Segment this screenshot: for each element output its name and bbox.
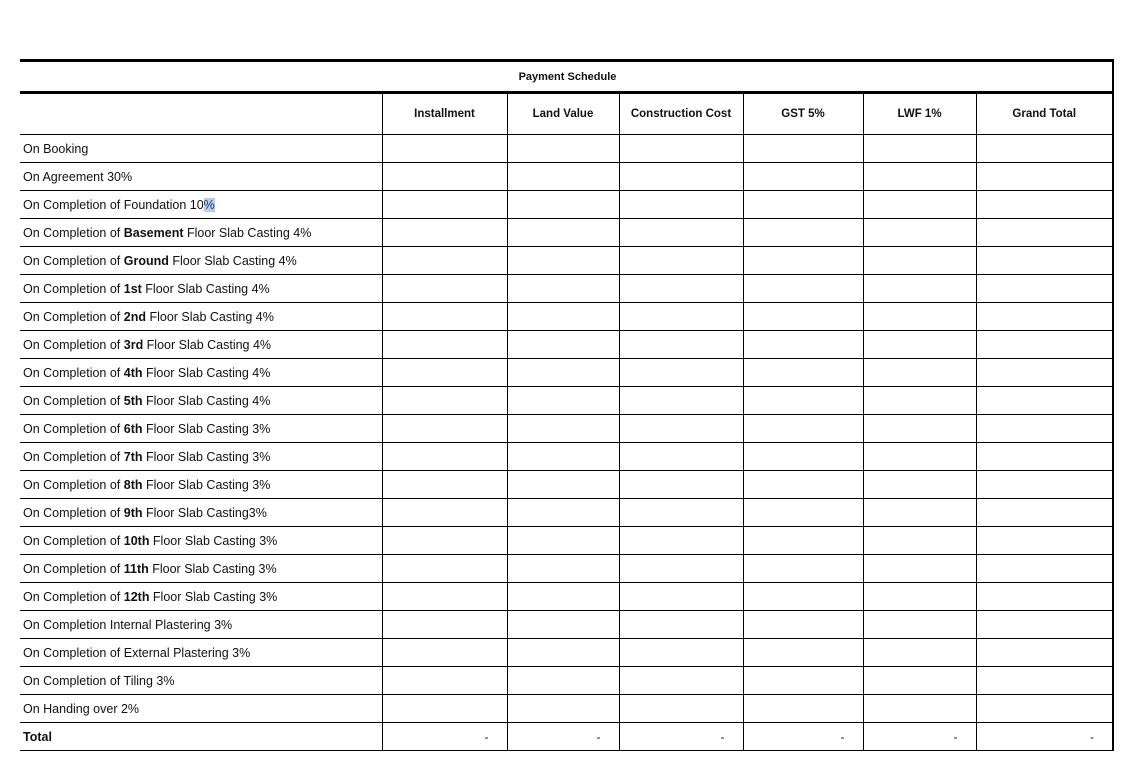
table-cell	[382, 415, 507, 443]
row-label	[20, 695, 382, 723]
row-label-suffix: Floor Slab Casting 3%	[142, 449, 271, 464]
table-cell	[976, 415, 1113, 443]
table-cell	[619, 611, 743, 639]
table-cell	[382, 499, 507, 527]
table-cell	[743, 583, 863, 611]
row-label	[20, 135, 382, 163]
row-label	[20, 611, 382, 639]
table-cell	[619, 219, 743, 247]
table-cell	[507, 275, 619, 303]
table-cell	[743, 611, 863, 639]
row-label-text: On Completion of	[23, 533, 124, 548]
table-cell	[863, 275, 976, 303]
table-cell	[743, 639, 863, 667]
table-cell	[619, 303, 743, 331]
table-cell	[619, 275, 743, 303]
row-label-suffix: Floor Slab Casting 3%	[142, 421, 271, 436]
row-label-text: On Completion of Tiling 3%	[23, 673, 175, 688]
table-cell	[382, 163, 507, 191]
table-cell	[619, 555, 743, 583]
table-cell	[976, 275, 1113, 303]
table-cell	[507, 135, 619, 163]
table-cell	[976, 695, 1113, 723]
row-label-text: On Completion of	[23, 505, 124, 520]
table-row	[20, 303, 1113, 331]
table-cell	[382, 275, 507, 303]
table-cell	[863, 695, 976, 723]
table-cell	[976, 359, 1113, 387]
row-label-suffix: Floor Slab Casting 4%	[145, 309, 274, 324]
total-cell: -	[507, 723, 619, 751]
row-label	[20, 471, 382, 499]
table-cell	[976, 527, 1113, 555]
row-label-text: On Handing over 2%	[23, 701, 140, 716]
table-cell	[382, 555, 507, 583]
table-cell	[976, 219, 1113, 247]
table-cell	[863, 611, 976, 639]
row-label	[20, 359, 382, 387]
table-row	[20, 415, 1113, 443]
row-label	[20, 275, 382, 303]
table-cell	[743, 163, 863, 191]
table-cell	[382, 303, 507, 331]
table-row	[20, 359, 1113, 387]
table-cell	[507, 583, 619, 611]
table-cell	[976, 583, 1113, 611]
table-cell	[743, 219, 863, 247]
row-label-text: On Completion of	[23, 281, 124, 296]
payment-schedule-table	[20, 59, 1114, 751]
row-label-text: On Completion of	[23, 225, 124, 240]
table-cell	[507, 331, 619, 359]
table-row	[20, 331, 1113, 359]
row-label	[20, 555, 382, 583]
table-cell	[382, 359, 507, 387]
table-cell	[976, 331, 1113, 359]
table-cell	[976, 247, 1113, 275]
table-cell	[382, 583, 507, 611]
table-cell	[382, 247, 507, 275]
table-row	[20, 443, 1113, 471]
col-grand-total: Grand Total	[976, 93, 1113, 135]
table-cell	[507, 247, 619, 275]
table-cell	[863, 191, 976, 219]
table-cell	[743, 359, 863, 387]
table-cell	[863, 303, 976, 331]
title-row	[20, 61, 1113, 93]
table-cell	[863, 499, 976, 527]
table-cell	[619, 135, 743, 163]
row-label-suffix: Floor Slab Casting3%	[142, 505, 267, 520]
table-cell	[507, 555, 619, 583]
table-cell	[507, 359, 619, 387]
row-label-floor: 10th	[123, 533, 150, 548]
table-cell	[743, 695, 863, 723]
table-cell	[619, 247, 743, 275]
row-label-floor: 5th	[123, 393, 143, 408]
table-cell	[619, 443, 743, 471]
row-label	[20, 415, 382, 443]
row-label	[20, 163, 382, 191]
row-label-floor: 2nd	[123, 309, 146, 324]
row-label-floor: 6th	[123, 421, 143, 436]
col-construction-cost: Construction Cost	[619, 93, 743, 135]
table-row	[20, 471, 1113, 499]
row-label	[20, 667, 382, 695]
row-label-suffix: Floor Slab Casting 4%	[143, 337, 272, 352]
table-cell	[507, 443, 619, 471]
total-cell: -	[382, 723, 507, 751]
row-label-text: On Completion of	[23, 421, 124, 436]
row-label	[20, 191, 382, 219]
table-cell	[507, 163, 619, 191]
table-cell	[619, 471, 743, 499]
table-cell	[507, 191, 619, 219]
table-cell	[507, 611, 619, 639]
table-cell	[619, 359, 743, 387]
table-cell	[743, 527, 863, 555]
row-label	[20, 387, 382, 415]
table-cell	[976, 191, 1113, 219]
table-cell	[743, 275, 863, 303]
table-cell	[619, 191, 743, 219]
table-cell	[976, 555, 1113, 583]
row-label-suffix: Floor Slab Casting 4%	[168, 253, 297, 268]
table-cell	[619, 499, 743, 527]
table-cell	[863, 219, 976, 247]
table-cell	[863, 359, 976, 387]
row-label-suffix: Floor Slab Casting 3%	[142, 477, 271, 492]
total-cell: -	[619, 723, 743, 751]
table-cell	[382, 135, 507, 163]
table-cell	[863, 527, 976, 555]
table-cell	[619, 331, 743, 359]
row-label-text: On Completion of	[23, 337, 124, 352]
table-cell	[863, 583, 976, 611]
header-row	[20, 93, 1113, 135]
table-cell	[619, 667, 743, 695]
table-row	[20, 135, 1113, 163]
table-cell	[382, 695, 507, 723]
row-label	[20, 331, 382, 359]
table-cell	[619, 527, 743, 555]
total-cell: -	[743, 723, 863, 751]
table-cell	[976, 135, 1113, 163]
table-row	[20, 387, 1113, 415]
table-row	[20, 527, 1113, 555]
table-row	[20, 191, 1113, 219]
table-cell	[507, 639, 619, 667]
table-cell	[619, 387, 743, 415]
row-label-floor: 12th	[123, 589, 150, 604]
table-cell	[743, 191, 863, 219]
table-cell	[382, 471, 507, 499]
row-label-floor: 9th	[123, 505, 143, 520]
col-land-value: Land Value	[507, 93, 619, 135]
row-label	[20, 583, 382, 611]
table-cell	[743, 667, 863, 695]
table-cell	[507, 219, 619, 247]
row-label	[20, 527, 382, 555]
table-cell	[863, 639, 976, 667]
row-label-floor: 11th	[123, 561, 149, 576]
table-cell	[619, 583, 743, 611]
table-cell	[382, 387, 507, 415]
table-cell	[507, 471, 619, 499]
table-cell	[507, 303, 619, 331]
table-cell	[863, 135, 976, 163]
table-cell	[619, 639, 743, 667]
table-cell	[382, 527, 507, 555]
table-cell	[619, 415, 743, 443]
table-cell	[743, 387, 863, 415]
table-cell	[976, 443, 1113, 471]
table-cell	[743, 443, 863, 471]
table-cell	[863, 163, 976, 191]
row-label-floor: 8th	[123, 477, 143, 492]
table-cell	[507, 415, 619, 443]
row-label-text: On Completion of Foundation 10	[23, 197, 204, 212]
row-label-text: On Completion of	[23, 253, 124, 268]
table-cell	[863, 443, 976, 471]
row-label	[20, 443, 382, 471]
table-title: Payment Schedule	[20, 61, 1113, 93]
table-row	[20, 247, 1113, 275]
table-row	[20, 555, 1113, 583]
table-cell	[743, 471, 863, 499]
table-row	[20, 583, 1113, 611]
table-cell	[976, 303, 1113, 331]
table-cell	[743, 303, 863, 331]
row-label-text: On Completion of	[23, 309, 124, 324]
table-cell	[863, 247, 976, 275]
table-cell	[743, 135, 863, 163]
row-label-floor: 3rd	[123, 337, 144, 352]
row-label	[20, 499, 382, 527]
table-cell	[382, 611, 507, 639]
row-label-suffix: Floor Slab Casting 4%	[142, 365, 271, 380]
table-cell	[382, 219, 507, 247]
table-row	[20, 275, 1113, 303]
table-cell	[863, 667, 976, 695]
row-label-suffix: Floor Slab Casting 3%	[148, 561, 277, 576]
row-label-text: On Completion Internal Plastering 3%	[23, 617, 233, 632]
row-label-floor: Basement	[123, 225, 184, 240]
table-cell	[863, 331, 976, 359]
table-cell	[382, 443, 507, 471]
row-label-text: On Agreement 30%	[23, 169, 133, 184]
table-row	[20, 639, 1113, 667]
table-cell	[976, 499, 1113, 527]
table-cell	[619, 163, 743, 191]
row-label	[20, 303, 382, 331]
table-cell	[507, 499, 619, 527]
total-cell: -	[863, 723, 976, 751]
table-cell	[863, 555, 976, 583]
table-cell	[507, 667, 619, 695]
total-row	[20, 723, 1113, 751]
row-label-text: On Booking	[23, 141, 89, 156]
table-cell	[743, 415, 863, 443]
table-cell	[619, 695, 743, 723]
table-row	[20, 163, 1113, 191]
table-cell	[976, 471, 1113, 499]
row-label-suffix: Floor Slab Casting 4%	[141, 281, 270, 296]
row-label-text: On Completion of	[23, 393, 124, 408]
table-row	[20, 667, 1113, 695]
col-installment: Installment	[382, 93, 507, 135]
table-cell	[976, 611, 1113, 639]
row-label-text: On Completion of	[23, 365, 124, 380]
row-label-text: On Completion of	[23, 477, 124, 492]
row-label-text: On Completion of	[23, 561, 124, 576]
row-label	[20, 247, 382, 275]
row-label	[20, 639, 382, 667]
table-cell	[863, 387, 976, 415]
table-cell	[976, 667, 1113, 695]
row-label-floor: Ground	[123, 253, 169, 268]
table-cell	[976, 163, 1113, 191]
row-label-suffix: Floor Slab Casting 3%	[149, 533, 278, 548]
row-label-floor: 1st	[123, 281, 142, 296]
row-label	[20, 219, 382, 247]
table-row	[20, 219, 1113, 247]
table-cell	[743, 499, 863, 527]
table-cell	[382, 667, 507, 695]
table-row	[20, 695, 1113, 723]
table-cell	[382, 331, 507, 359]
table-cell	[863, 471, 976, 499]
table-cell	[976, 639, 1113, 667]
table-cell	[382, 191, 507, 219]
table-row	[20, 499, 1113, 527]
selection-highlight: %	[203, 197, 215, 212]
header-blank	[20, 93, 382, 135]
table-cell	[743, 331, 863, 359]
table-cell	[507, 527, 619, 555]
table-cell	[743, 555, 863, 583]
row-label-floor: 7th	[123, 449, 143, 464]
table-row	[20, 611, 1113, 639]
row-label-suffix: Floor Slab Casting 4%	[142, 393, 271, 408]
col-lwf: LWF 1%	[863, 93, 976, 135]
row-label-text: On Completion of	[23, 449, 124, 464]
row-label-suffix: Floor Slab Casting 4%	[183, 225, 312, 240]
total-label: Total	[20, 723, 382, 751]
row-label-text: On Completion of External Plastering 3%	[23, 645, 251, 660]
table-cell	[743, 247, 863, 275]
table-cell	[976, 387, 1113, 415]
total-cell: -	[976, 723, 1113, 751]
row-label-floor: 4th	[123, 365, 143, 380]
table-cell	[382, 639, 507, 667]
row-label-text: On Completion of	[23, 589, 124, 604]
table-cell	[863, 415, 976, 443]
row-label-suffix: Floor Slab Casting 3%	[149, 589, 278, 604]
col-gst: GST 5%	[743, 93, 863, 135]
table-cell	[507, 387, 619, 415]
table-cell	[507, 695, 619, 723]
